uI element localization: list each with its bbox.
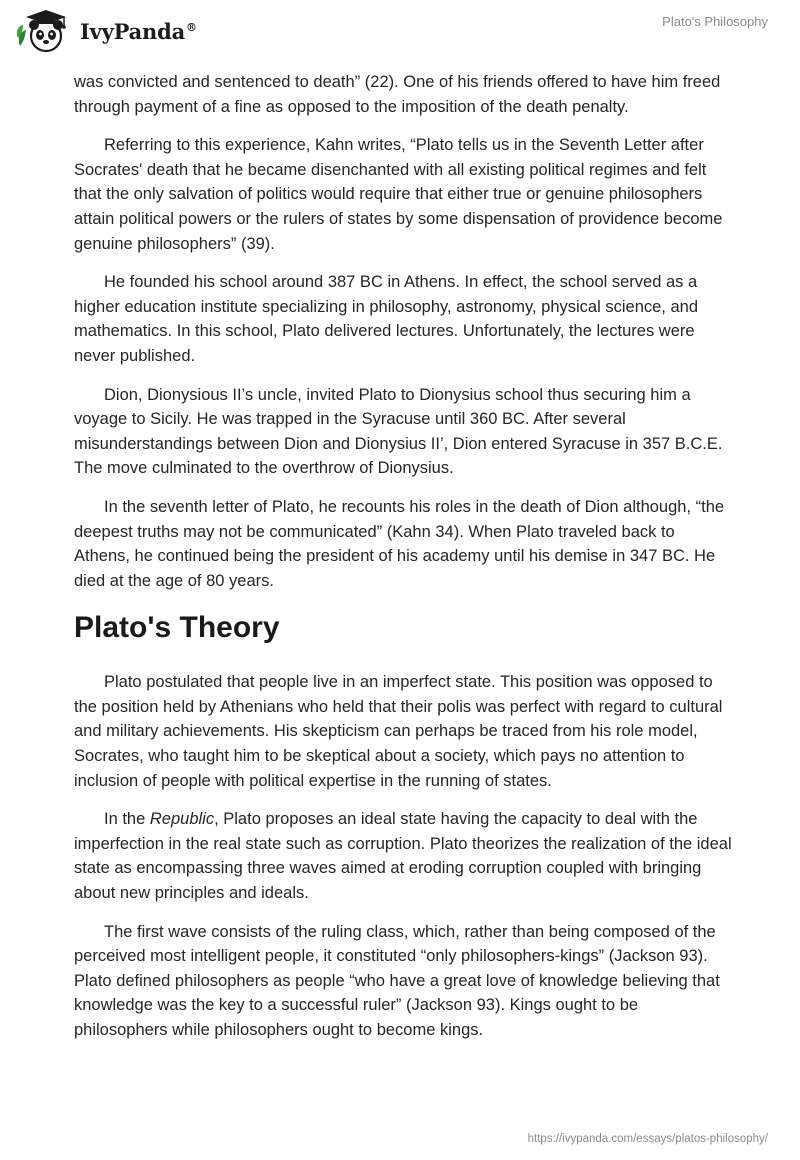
- paragraph: The first wave consists of the ruling class, which, rather than being composed of the perceived most intelligent people, it constituted “only philosophers-kings” (Jackson 93). Plato defined philosophers as people “who have a great love of knowledge believing that knowledge was the key to a successful ruler” (Jackson 93). Kings ought to be philosophers while philosophers ought to become kings.: [74, 922, 720, 1039]
- paragraph: Dion, Dionysious II’s uncle, invited Plato to Dionysius school thus securing him a voyage to Sicily. He was trapped in the Syracuse until 360 BC. After several misunderstandings between Dion and Dionysius II’, Dion entered Syracuse in 357 B.C.E. The move culminated to the overthrow of Dionysius.: [74, 385, 723, 478]
- paragraph: Plato postulated that people live in an imperfect state. This position was opposed to the position held by Athenians who held that their polis was perfect with regard to cultural and military achievements. His skepticism can perhaps be traced from his role model, Socrates, who taught him to be skeptical about a society, which pays no attention to inclusion of people with political expertise in the running of states.: [74, 673, 723, 790]
- brand-name: IvyPanda®: [80, 18, 197, 44]
- essay-body: [74, 70, 734, 1057]
- paragraph: In the seventh letter of Plato, he recounts his roles in the death of Dion although, “the deepest truths may not be communicated” (Kahn 34). When Plato traveled back to Athens, he continued being the president of his academy until his demise in 347 BC. He died at the age of 80 years.: [74, 497, 725, 590]
- document-title: Plato's Philosophy: [662, 14, 768, 29]
- ivypanda-logo[interactable]: [14, 8, 197, 54]
- book-title: Republic: [149, 810, 215, 829]
- paragraph: In the Republic, Plato proposes an ideal state having the capacity to deal with the imperfection in the real state such as corruption. Plato theorizes the realization of the ideal state as encompassing three waves aimed at eroding corruption coupled with bringing about new principles and ideals.: [74, 810, 732, 903]
- source-url[interactable]: https://ivypanda.com/essays/platos-philosophy/: [527, 1133, 768, 1145]
- panda-graduation-cap-icon: [14, 8, 74, 54]
- paragraph: was convicted and sentenced to death” (22). One of his friends offered to have him freed through payment of a fine as opposed to the imposition of the death penalty.: [74, 73, 721, 116]
- section-heading: Plato's Theory: [74, 611, 280, 645]
- paragraph: Referring to this experience, Kahn writes, “Plato tells us in the Seventh Letter after Socrates' death that he became disenchanted with all existing political regimes and felt that the only salvation of politics would require that either true or genuine philosophers attain political powers or the rulers of states by some dispensation of providence become genuine philosophers” (39).: [74, 136, 723, 253]
- paragraph: He founded his school around 387 BC in Athens. In effect, the school served as a higher education institute specializing in philosophy, astronomy, physical science, and mathematics. In this school, Plato delivered lectures. Unfortunately, the lectures were never published.: [74, 273, 698, 365]
- page-header: [0, 0, 800, 64]
